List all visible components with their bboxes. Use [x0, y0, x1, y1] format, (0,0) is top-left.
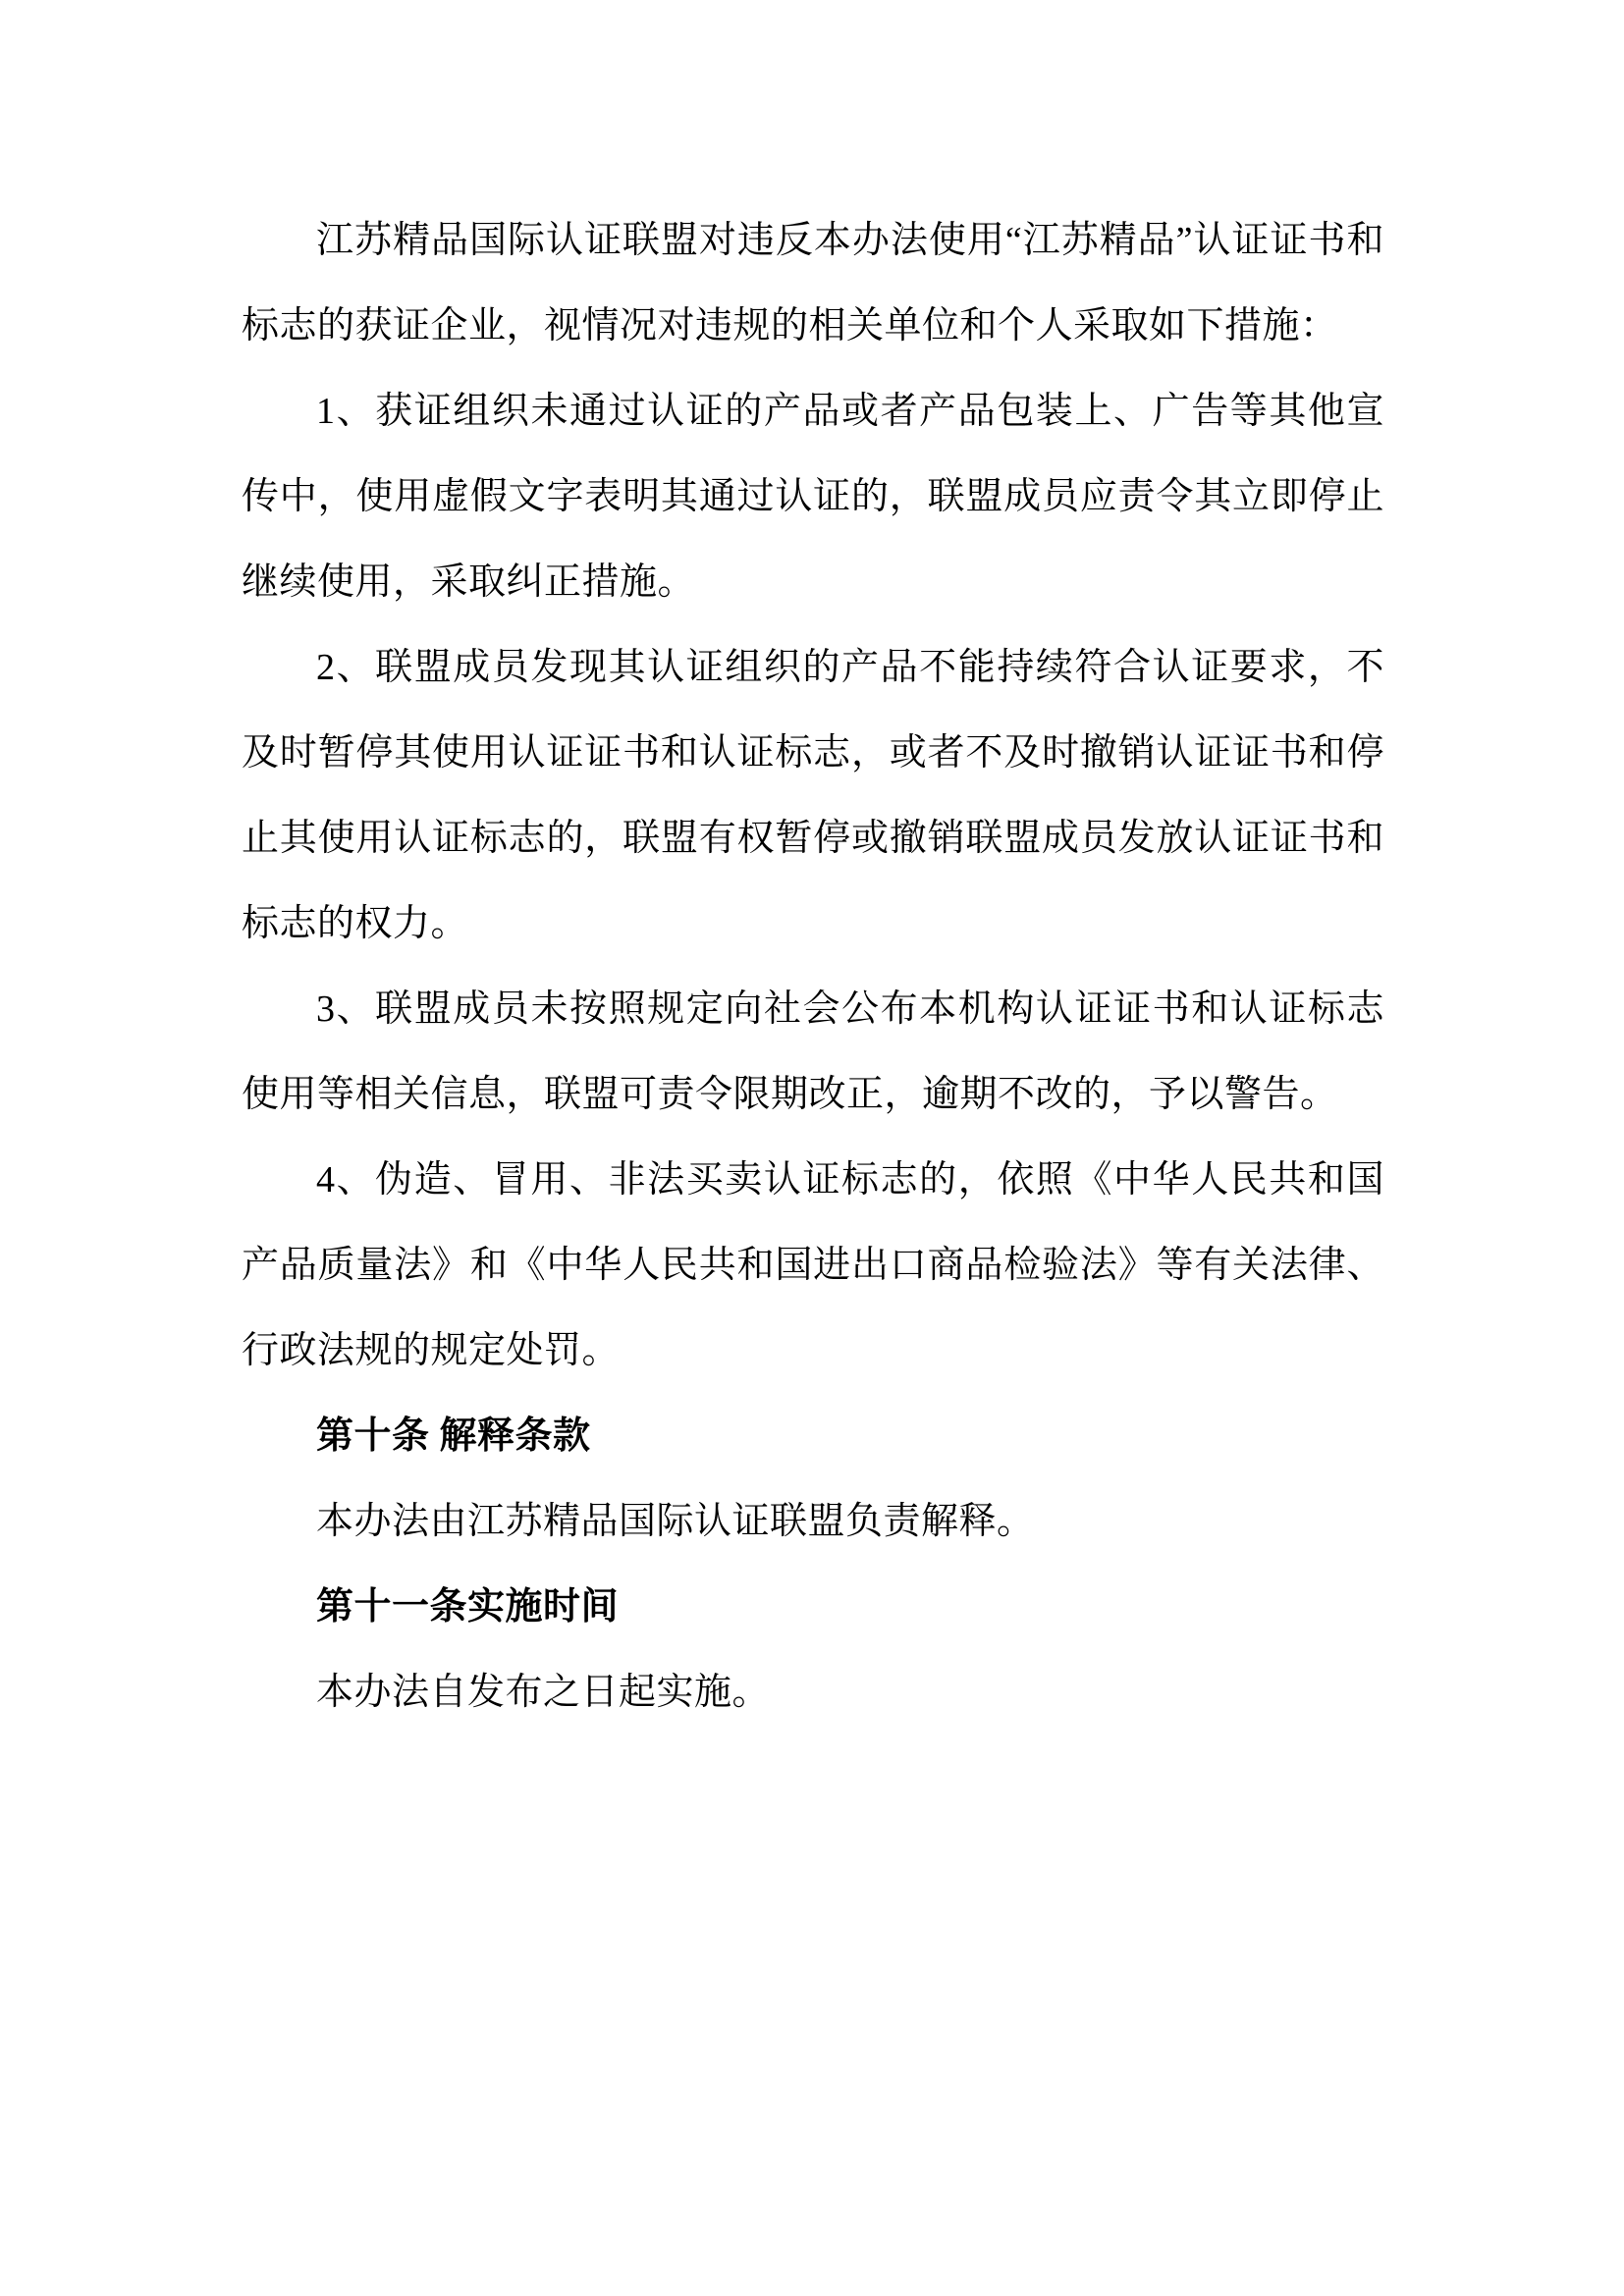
paragraph-item-2: 2、联盟成员发现其认证组织的产品不能持续符合认证要求，不及时暂停其使用认证证书和认证标志，或者不及时撤销认证证书和停止其使用认证标志的，联盟有权暂停或撤销联盟成员发放认证证书和标志的权力。 — [242, 647, 1384, 944]
paragraph-item-4: 4、伪造、冒用、非法买卖认证标志的，依照《中华人民共和国产品质量法》和《中华人民共和国进出口商品检验法》等有关法律、行政法规的规定处罚。 — [242, 1159, 1384, 1371]
paragraph-item-3: 3、联盟成员未按照规定向社会公布本机构认证证书和认证标志使用等相关信息，联盟可责令限期改正，逾期不改的，予以警告。 — [242, 988, 1384, 1115]
paragraph-intro: 江苏精品国际认证联盟对违反本办法使用“江苏精品”认证证书和标志的获证企业，视情况对违规的相关单位和个人采取如下措施： — [242, 220, 1384, 347]
document-body — [242, 198, 1384, 1735]
paragraph-article-10-body: 本办法由江苏精品国际认证联盟负责解释。 — [316, 1501, 1035, 1542]
section-heading-article-11: 第十一条实施时间 — [316, 1586, 620, 1628]
section-heading-article-10: 第十条 解释条款 — [316, 1415, 591, 1457]
paragraph-item-1: 1、获证组织未通过认证的产品或者产品包装上、广告等其他宣传中，使用虚假文字表明其通过认证的，联盟成员应责令其立即停止继续使用，采取纠正措施。 — [242, 391, 1384, 603]
paragraph-article-11-body: 本办法自发布之日起实施。 — [316, 1672, 771, 1713]
